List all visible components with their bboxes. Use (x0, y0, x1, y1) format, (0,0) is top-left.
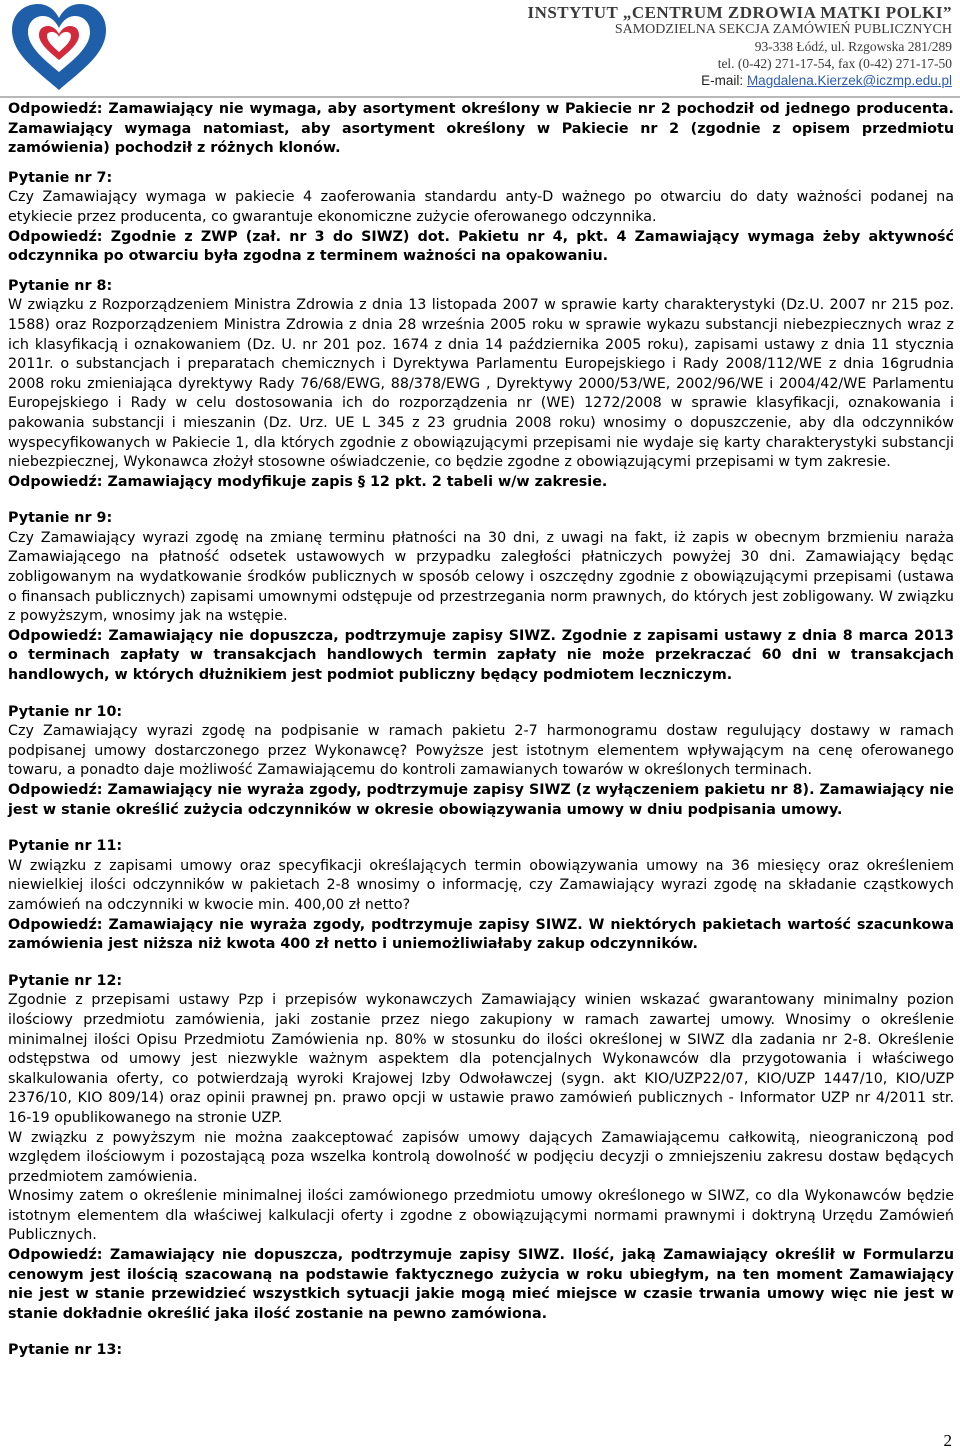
page-number: 2 (943, 1431, 952, 1450)
email-line (527, 72, 952, 89)
header-divider (0, 96, 960, 98)
question-8-title: Pytanie nr 8: (8, 277, 113, 294)
question-10-title: Pytanie nr 10: (8, 703, 123, 720)
question-9-text: Czy Zamawiający wyrazi zgodę na zmianę terminu płatności na 30 dni, z uwagi na fakt, iż zapis w obecnym brzmieniu naraża Zamawiającego na płatność odsetek ustawowych w przypadku zaległości płatniczych powyżej 30 dni. Zamawiający będąc zobligowanym na wydatkowanie środków publicznych w sposób celowy i oszczędny zgodnie z obowiązującymi przepisami (ustawa o finansach publicznych) zapisami umownymi odstępuje od przestrzegania norm prawnych, do których jest zobligowany. W związku z powyższym, wnosimy jak na wstępie. (8, 529, 954, 625)
question-9-title: Pytanie nr 9: (8, 510, 113, 527)
intro-answer: Odpowiedź: Zamawiający nie wymaga, aby asortyment określony w Pakiecie nr 2 pochodził od jednego producenta. Zamawiający wymaga natomiast, aby asortyment określony w Pakiecie nr 2 (zgodnie z opisem przedmiotu zamówienia) pochodził z różnych klonów. (8, 101, 954, 157)
question-10-answer: Odpowiedź: Zamawiający nie wyraża zgody, podtrzymuje zapisy SIWZ (z wyłączeniem pakietu nr 8). Zamawiający nie jest w stanie określić zużycia odczynników w okresie obowiązywania umowy w dniu podpisania umowy. (8, 782, 954, 818)
question-8-text: W związku z Rozporządzeniem Ministra Zdrowia z dnia 13 listopada 2007 w sprawie karty charakterystyki (Dz.U. 2007 nr 215 poz. 1588) oraz Rozporządzeniem Ministra Zdrowia z dnia 28 września 2005 roku w sprawie wykazu substancji niebezpiecznych wraz z ich klasyfikacją i oznakowaniem (Dz. U. nr 201 poz. 1674 z dnia 14 października 2005 roku), zapisami ustawy z dnia 11 stycznia 2011r. o substancjach i preparatach chemicznych i Dyrektywa Parlamentu Europejskiego i Rady 2008/112/WE z dnia 16grudnia 2008 roku zmieniająca dyrektywy Rady 76/68/EWG, 88/378/EWG , Dyrektywy 2000/53/WE, 2002/96/WE i 2004/42/WE Parlamentu Europejskiego i Rady w celu dostosowania ich do rozporządzenia nr (WE) 1272/2008 w sprawie klasyfikacji, oznakowania i pakowania substancji i mieszanin (Dz. Urz. UE L 345 z 23 grudnia 2008 roku) wnosimy o dopuszczenie, aby dla odczynników wyspecyfikowanych w Pakiecie 1, dla których zgodnie z obowiązującymi przepisami nie wydaje się karty charakterystyki substancji niebezpiecznej, Wykonawca złożył stosowne oświadczenie, co będzie zgodne z obowiązującymi przepisami w tym zakresie. (8, 297, 954, 471)
header-contact (527, 4, 952, 89)
question-7-title: Pytanie nr 7: (8, 169, 113, 186)
email-link[interactable]: Magdalena.Kierzek@iczmp.edu.pl (746, 73, 952, 88)
question-12-title: Pytanie nr 12: (8, 972, 123, 989)
question-11-answer: Odpowiedź: Zamawiający nie wyraża zgody, podtrzymuje zapisy SIWZ. W niektórych pakietach wartość szacunkowa zamówienia jest niższa niż kwota 400 zł netto i uniemożliwiałaby zakup odczynników. (8, 916, 954, 953)
question-13-title: Pytanie nr 13: (8, 1342, 123, 1359)
heart-logo-icon (6, 2, 112, 94)
institute-name: INSTYTUT „CENTRUM ZDROWIA MATKI POLKI” (527, 3, 952, 22)
question-8-answer: Odpowiedź: Zamawiający modyfikuje zapis § 12 pkt. 2 tabeli w/w zakresie. (8, 473, 608, 490)
section-name: SAMODZIELNA SEKCJA ZAMÓWIEŃ PUBLICZNYCH (614, 22, 952, 37)
question-12-text-1: Zgodnie z przepisami ustawy Pzp i przepisów wykonawczych Zamawiający winien wskazać gwarantowany minimalny pozion ilościowy przedmiotu zamówienia, jaki zostanie przez niego zakupiony w ramach zawartej umowy. Wnosimy o określenie minimalnej ilości Opisu Przedmiotu Zamówienia np. 80% w stosunku do ilości określonej w SIWZ dla zadania nr 2-8. Określenie odstępstwa od umowy jest niezwykle ważnym aspektem dla potencjalnych Wykonawców dla przygotowania i właściwego skalkulowania oferty, co potwierdzają wyroki Krajowej Izby Odwoławczej (sygn. akt KIO/UZP22/07, KIO/UZP 1447/10, KIO/UZP 2376/10, KIO 809/14) oraz opinii prawnej pn. prawo opcji w ustawie prawo zamówień publicznych - Informator UZP nr 4/2011 str. 16-19 opublikowanego na stronie UZP. (8, 992, 954, 1126)
question-9-answer: Odpowiedź: Zamawiający nie dopuszcza, podtrzymuje zapisy SIWZ. Zgodnie z zapisami ustawy z dnia 8 marca 2013 o terminach zapłaty w transakcjach handlowych termin zapłaty nie może przekraczać 60 dni w transakcjach handlowych, w których dłużnikiem jest podmiot publiczny będący podmiotem leczniczym. (8, 627, 954, 684)
question-12-answer: Odpowiedź: Zamawiający nie dopuszcza, podtrzymuje zapisy SIWZ. Ilość, jaką Zamawiający określił w Formularzu cenowym jest ilością szacowaną na podstawie faktycznego zużycia w roku ubiegłym, na ten moment Zamawiający nie jest w stanie przewidzieć wszystkich sytuacji jakie mogą mieć miejsce w czasie trwania umowy więc nie jest w stanie dokładnie określić jaka ilość zostanie na pewno zamówiona. (8, 1247, 954, 1322)
phone-fax: tel. (0-42) 271-17-54, fax (0-42) 271-17-50 (717, 56, 952, 71)
letterhead (0, 0, 960, 96)
question-12-text-3: Wnosimy zatem o określenie minimalnej ilości zamówionego przedmiotu umowy określonego w SIWZ, co dla Wykonawców będzie istotnym elementem dla właściwej kalkulacji oferty i zgodne z obowiązującymi normami prawnymi i doktryną Urzędu Zamówień Publicznych. (8, 1188, 954, 1244)
question-11-text: W związku z zapisami umowy oraz specyfikacji określających termin obowiązywania umowy na 36 miesięcy oraz określeniem niewielkiej ilości odczynników w pakietach 2-8 wnosimy o informację, czy Zamawiający wyrazi zgodę na składanie cząstkowych zamówień na odczynniki w kwocie min. 400,00 zł netto? (8, 857, 954, 913)
question-10-text: Czy Zamawiający wyrazi zgodę na podpisanie w ramach pakietu 2-7 harmonogramu dostaw regulujący dostawy w ramach podpisanej umowy dostarczonego przez Wykonawcę? Powyższe jest istotnym elementem wpływającym na cenę oferowanego towaru, a ponadto daje możliwość Zamawiającemu do kontroli zamawianych towarów w określonych terminach. (8, 723, 954, 779)
question-12-text-2: W związku z powyższym nie można zaakceptować zapisów umowy dających Zamawiającemu całkowitą, nieograniczoną pod względem ilościowym i pozostającą poza wszelka kontrolą dowolność w podjęciu decyzji o zmniejszeniu zakresu dostaw będących przedmiotem zamówienia. (8, 1129, 954, 1185)
question-7-answer: Odpowiedź: Zgodnie z ZWP (zał. nr 3 do SIWZ) dot. Pakietu nr 4, pkt. 4 Zamawiający wymaga żeby aktywność odczynnika po otwarciu była zgodna z terminem ważności na opakowaniu. (8, 228, 954, 265)
email-label: E-mail: (701, 73, 747, 88)
address: 93-338 Łódź, ul. Rzgowska 281/289 (754, 39, 952, 54)
question-7-text: Czy Zamawiający wymaga w pakiecie 4 zaoferowania standardu anty-D ważnego po otwarciu do daty ważności podanej na etykiecie przez producenta, co gwarantuje ekonomiczne zużycie oferowanego odczynnika. (8, 189, 954, 225)
question-11-title: Pytanie nr 11: (8, 838, 123, 855)
document-body (8, 100, 954, 1361)
